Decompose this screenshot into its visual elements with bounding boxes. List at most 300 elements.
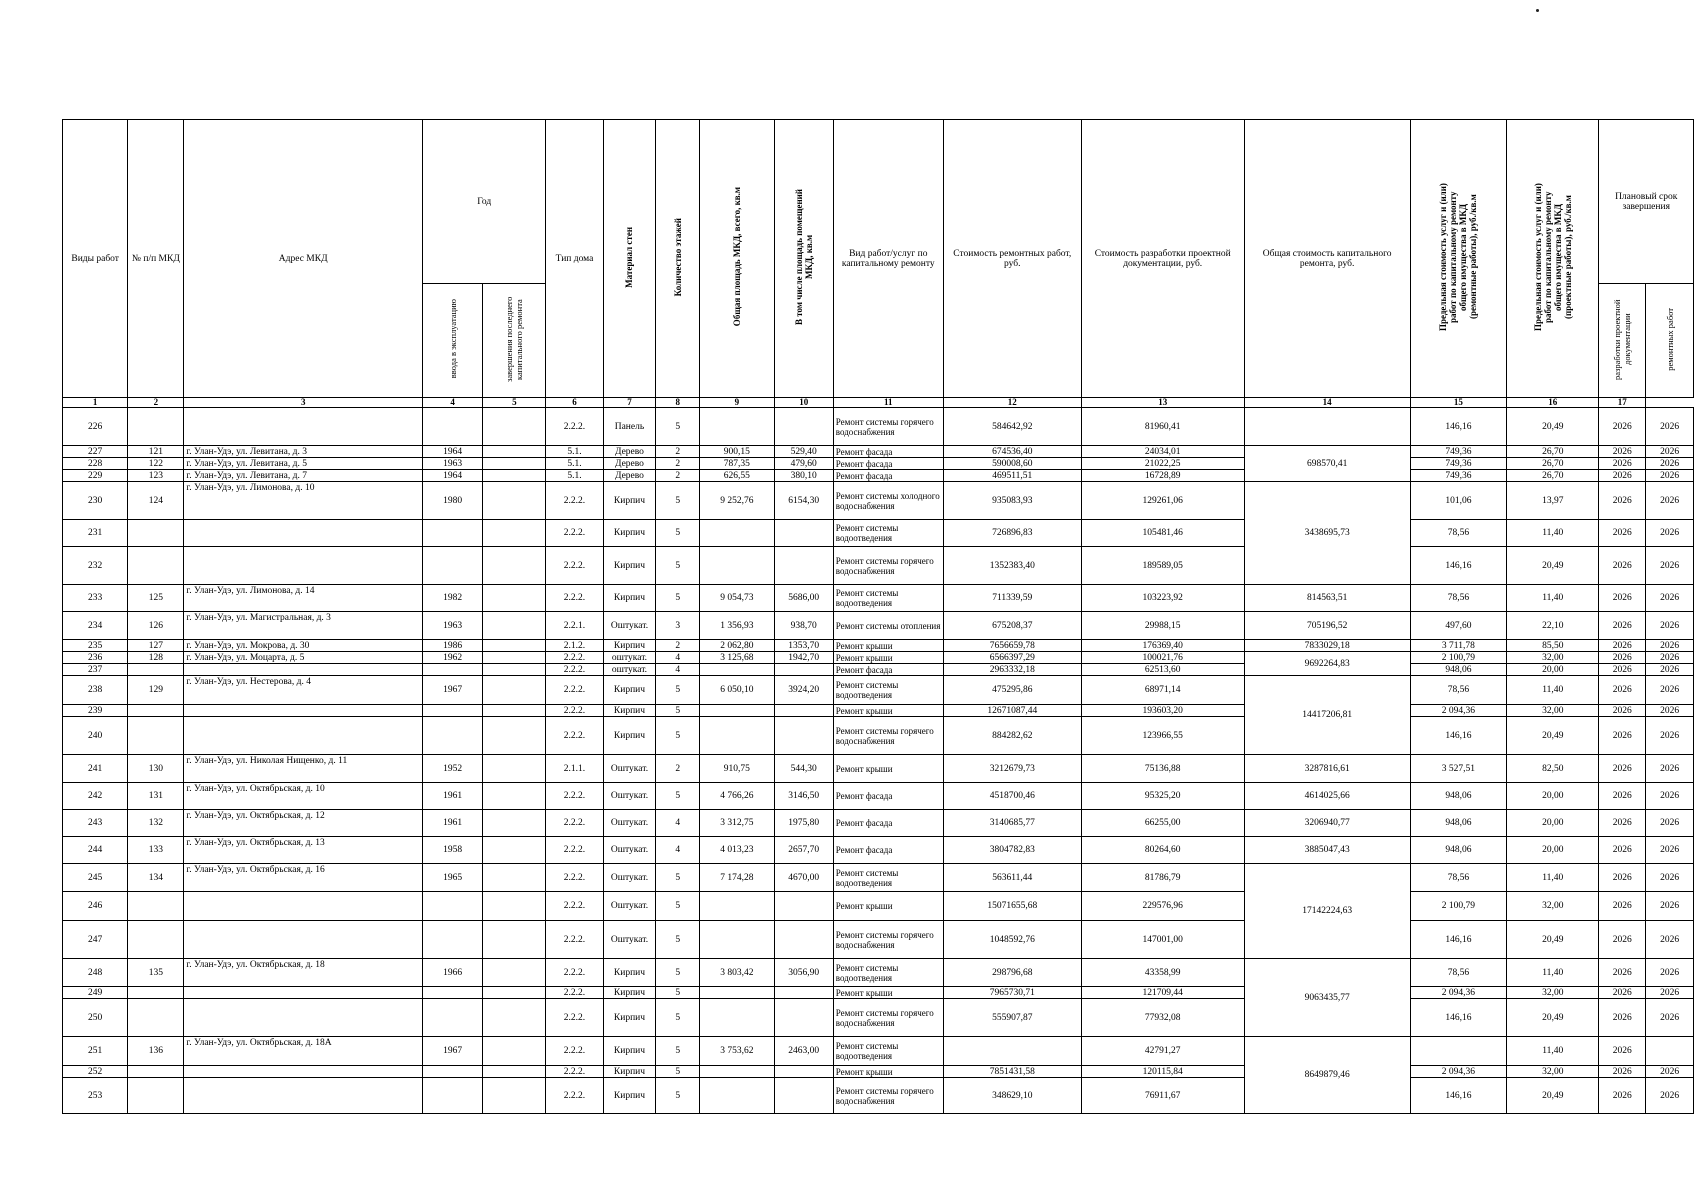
house-type-cell: 5.1.: [546, 458, 603, 470]
limit-design-cost-cell: 32,00: [1507, 892, 1599, 921]
address-cell: г. Улан-Удэ, ул. Левитана, д. 5: [184, 458, 423, 470]
limit-repair-cost-cell: 78,56: [1410, 676, 1506, 705]
header-floors: Количество этажей: [656, 120, 700, 398]
row-number-cell: 228: [63, 458, 128, 470]
column-number-cell: 3: [184, 398, 423, 408]
address-cell: [184, 921, 423, 959]
table-row: [63, 458, 1694, 470]
work-kind-cell: Ремонт системы водоотведения: [833, 520, 943, 547]
year-commissioning-cell: 1961: [423, 810, 483, 837]
year-last-repair-cell: [483, 837, 546, 864]
year-commissioning-cell: 1952: [423, 755, 483, 783]
limit-design-cost-cell: 20,00: [1507, 664, 1599, 676]
limit-design-cost-cell: 20,49: [1507, 408, 1599, 446]
total-cost-cell: 814563,51: [1244, 585, 1410, 612]
design-cost-cell: 147001,00: [1081, 921, 1244, 959]
wall-material-cell: Кирпич: [603, 1066, 656, 1078]
header-total-area: Общая площадь МКД, всего, кв.м: [699, 120, 774, 398]
year-commissioning-cell: 1966: [423, 959, 483, 987]
header-repair-work-kind: Вид работ/услуг по капитальному ремонту: [833, 120, 943, 398]
house-type-cell: 2.2.2.: [546, 999, 603, 1037]
deadline-repair-cell: 2026: [1646, 987, 1694, 999]
total-area-cell: 3 753,62: [699, 1037, 774, 1066]
limit-design-cost-cell: 13,97: [1507, 482, 1599, 520]
wall-material-cell: Дерево: [603, 458, 656, 470]
floors-cell: 4: [656, 837, 700, 864]
floors-cell: 5: [656, 676, 700, 705]
mkd-number-cell: [128, 1066, 184, 1078]
deadline-repair-cell: 2026: [1646, 664, 1694, 676]
year-commissioning-cell: 1958: [423, 837, 483, 864]
work-kind-cell: Ремонт системы отопления: [833, 612, 943, 640]
deadline-repair-cell: 2026: [1646, 547, 1694, 585]
table-row: [63, 446, 1694, 458]
year-last-repair-cell: [483, 959, 546, 987]
deadline-design-cell: 2026: [1599, 585, 1646, 612]
house-type-cell: 2.2.2.: [546, 676, 603, 705]
design-cost-cell: 105481,46: [1081, 520, 1244, 547]
limit-design-cost-cell: 82,50: [1507, 755, 1599, 783]
work-kind-cell: Ремонт фасада: [833, 664, 943, 676]
year-last-repair-cell: [483, 664, 546, 676]
design-cost-cell: 43358,99: [1081, 959, 1244, 987]
limit-repair-cost-cell: 146,16: [1410, 547, 1506, 585]
house-type-cell: 2.2.2.: [546, 987, 603, 999]
header-address: Адрес МКД: [184, 120, 423, 398]
deadline-design-cell: 2026: [1599, 810, 1646, 837]
wall-material-cell: Оштукат.: [603, 864, 656, 892]
year-last-repair-cell: [483, 864, 546, 892]
year-last-repair-cell: [483, 585, 546, 612]
header-total-cost: Общая стоимость капитального ремонта, руб.: [1244, 120, 1410, 398]
premises-area-cell: 4670,00: [774, 864, 833, 892]
address-cell: [184, 717, 423, 755]
floors-cell: 2: [656, 640, 700, 652]
limit-design-cost-cell: 11,40: [1507, 959, 1599, 987]
deadline-design-cell: 2026: [1599, 664, 1646, 676]
wall-material-cell: Оштукат.: [603, 755, 656, 783]
floors-cell: 3: [656, 612, 700, 640]
repair-cost-cell: 2963332,18: [943, 664, 1081, 676]
wall-material-cell: Кирпич: [603, 999, 656, 1037]
deadline-repair-cell: 2026: [1646, 837, 1694, 864]
design-cost-cell: 21022,25: [1081, 458, 1244, 470]
row-number-cell: 247: [63, 921, 128, 959]
house-type-cell: 2.2.2.: [546, 717, 603, 755]
address-cell: г. Улан-Удэ, ул. Октябрьская, д. 10: [184, 783, 423, 810]
limit-design-cost-cell: 26,70: [1507, 458, 1599, 470]
work-kind-cell: Ремонт фасада: [833, 458, 943, 470]
wall-material-cell: Оштукат.: [603, 783, 656, 810]
premises-area-cell: [774, 705, 833, 717]
house-type-cell: 5.1.: [546, 446, 603, 458]
table-row: [63, 547, 1694, 585]
limit-repair-cost-cell: [1410, 1037, 1506, 1066]
house-type-cell: 2.2.2.: [546, 705, 603, 717]
column-number-cell: 2: [128, 398, 184, 408]
floors-cell: 5: [656, 1066, 700, 1078]
wall-material-cell: Кирпич: [603, 705, 656, 717]
deadline-design-cell: 2026: [1599, 837, 1646, 864]
work-kind-cell: Ремонт крыши: [833, 652, 943, 664]
total-area-cell: 3 803,42: [699, 959, 774, 987]
design-cost-cell: 66255,00: [1081, 810, 1244, 837]
house-type-cell: 2.2.2.: [546, 482, 603, 520]
work-kind-cell: Ремонт крыши: [833, 640, 943, 652]
year-commissioning-cell: [423, 987, 483, 999]
year-last-repair-cell: [483, 1078, 546, 1114]
work-kind-cell: Ремонт системы горячего водоснабжения: [833, 999, 943, 1037]
address-cell: г. Улан-Удэ, ул. Октябрьская, д. 16: [184, 864, 423, 892]
total-area-cell: [699, 1078, 774, 1114]
deadline-repair-cell: 2026: [1646, 783, 1694, 810]
floors-cell: 5: [656, 921, 700, 959]
work-kind-cell: Ремонт фасада: [833, 783, 943, 810]
work-kind-cell: Ремонт системы горячего водоснабжения: [833, 921, 943, 959]
floors-cell: 5: [656, 547, 700, 585]
total-area-cell: 4 013,23: [699, 837, 774, 864]
deadline-design-cell: 2026: [1599, 612, 1646, 640]
work-kind-cell: Ремонт крыши: [833, 1066, 943, 1078]
design-cost-cell: 95325,20: [1081, 783, 1244, 810]
header-work-type: Виды работ: [63, 120, 128, 398]
row-number-cell: 227: [63, 446, 128, 458]
scan-speck: [1536, 9, 1539, 12]
work-kind-cell: Ремонт фасада: [833, 837, 943, 864]
premises-area-cell: 938,70: [774, 612, 833, 640]
year-commissioning-cell: [423, 892, 483, 921]
deadline-design-cell: 2026: [1599, 705, 1646, 717]
column-number-cell: 11: [833, 398, 943, 408]
house-type-cell: 5.1.: [546, 470, 603, 482]
year-commissioning-cell: 1982: [423, 585, 483, 612]
premises-area-cell: [774, 987, 833, 999]
address-cell: [184, 664, 423, 676]
repair-cost-cell: 555907,87: [943, 999, 1081, 1037]
table-row: [63, 482, 1694, 520]
table-row: [63, 664, 1694, 676]
header-year-last-repair: завершения последнего капитального ремонта: [483, 284, 546, 398]
floors-cell: 5: [656, 1078, 700, 1114]
design-cost-cell: 62513,60: [1081, 664, 1244, 676]
repair-cost-cell: 4518700,46: [943, 783, 1081, 810]
deadline-repair-cell: 2026: [1646, 705, 1694, 717]
deadline-repair-cell: [1646, 1037, 1694, 1066]
work-kind-cell: Ремонт системы водоотведения: [833, 864, 943, 892]
repair-cost-cell: 7656659,78: [943, 640, 1081, 652]
deadline-repair-cell: 2026: [1646, 921, 1694, 959]
house-type-cell: 2.2.2.: [546, 1078, 603, 1114]
limit-design-cost-cell: 32,00: [1507, 705, 1599, 717]
limit-design-cost-cell: 20,00: [1507, 837, 1599, 864]
total-cost-cell: 9692264,83: [1244, 652, 1410, 676]
house-type-cell: 2.2.2.: [546, 1037, 603, 1066]
premises-area-cell: [774, 717, 833, 755]
row-number-cell: 231: [63, 520, 128, 547]
table-row: [63, 705, 1694, 717]
year-commissioning-cell: [423, 1066, 483, 1078]
table-row: [63, 959, 1694, 987]
header-row-main: [63, 120, 1694, 284]
column-number-cell: 1: [63, 398, 128, 408]
total-area-cell: 3 312,75: [699, 810, 774, 837]
table-row: [63, 1078, 1694, 1114]
work-kind-cell: Ремонт системы горячего водоснабжения: [833, 1078, 943, 1114]
deadline-repair-cell: 2026: [1646, 652, 1694, 664]
work-kind-cell: Ремонт системы горячего водоснабжения: [833, 547, 943, 585]
deadline-repair-cell: 2026: [1646, 1078, 1694, 1114]
mkd-number-cell: [128, 717, 184, 755]
work-kind-cell: Ремонт фасада: [833, 810, 943, 837]
total-cost-cell: 14417206,81: [1244, 676, 1410, 755]
limit-design-cost-cell: 26,70: [1507, 446, 1599, 458]
address-cell: г. Улан-Удэ, ул. Октябрьская, д. 13: [184, 837, 423, 864]
work-kind-cell: Ремонт фасада: [833, 446, 943, 458]
year-commissioning-cell: 1961: [423, 783, 483, 810]
table-row: [63, 783, 1694, 810]
header-house-type: Тип дома: [546, 120, 603, 398]
design-cost-cell: 121709,44: [1081, 987, 1244, 999]
table-row: [63, 717, 1694, 755]
design-cost-cell: 81786,79: [1081, 864, 1244, 892]
house-type-cell: 2.2.2.: [546, 664, 603, 676]
year-commissioning-cell: [423, 547, 483, 585]
year-last-repair-cell: [483, 612, 546, 640]
deadline-design-cell: 2026: [1599, 921, 1646, 959]
row-number-cell: 239: [63, 705, 128, 717]
table-row: [63, 999, 1694, 1037]
total-area-cell: 9 054,73: [699, 585, 774, 612]
design-cost-cell: 100021,76: [1081, 652, 1244, 664]
address-cell: г. Улан-Удэ, ул. Лимонова, д. 14: [184, 585, 423, 612]
deadline-repair-cell: 2026: [1646, 892, 1694, 921]
table-row: [63, 892, 1694, 921]
year-commissioning-cell: 1962: [423, 652, 483, 664]
premises-area-cell: 544,30: [774, 755, 833, 783]
year-commissioning-cell: 1964: [423, 446, 483, 458]
premises-area-cell: [774, 547, 833, 585]
mkd-number-cell: [128, 999, 184, 1037]
premises-area-cell: [774, 664, 833, 676]
deadline-design-cell: 2026: [1599, 640, 1646, 652]
address-cell: г. Улан-Удэ, ул. Октябрьская, д. 18: [184, 959, 423, 987]
design-cost-cell: 24034,01: [1081, 446, 1244, 458]
table-row: [63, 987, 1694, 999]
year-last-repair-cell: [483, 482, 546, 520]
repair-cost-cell: 3212679,73: [943, 755, 1081, 783]
design-cost-cell: 29988,15: [1081, 612, 1244, 640]
wall-material-cell: Кирпич: [603, 959, 656, 987]
wall-material-cell: Панель: [603, 408, 656, 446]
premises-area-cell: 529,40: [774, 446, 833, 458]
deadline-repair-cell: 2026: [1646, 755, 1694, 783]
mkd-number-cell: [128, 892, 184, 921]
year-commissioning-cell: 1965: [423, 864, 483, 892]
repair-cost-cell: 884282,62: [943, 717, 1081, 755]
total-area-cell: 787,35: [699, 458, 774, 470]
total-cost-cell: 17142224,63: [1244, 864, 1410, 959]
total-area-cell: 6 050,10: [699, 676, 774, 705]
mkd-number-cell: [128, 921, 184, 959]
table-row: [63, 520, 1694, 547]
row-number-cell: 233: [63, 585, 128, 612]
repair-cost-cell: 563611,44: [943, 864, 1081, 892]
premises-area-cell: 1353,70: [774, 640, 833, 652]
address-cell: [184, 892, 423, 921]
house-type-cell: 2.2.2.: [546, 959, 603, 987]
limit-repair-cost-cell: 101,06: [1410, 482, 1506, 520]
year-commissioning-cell: 1963: [423, 458, 483, 470]
row-number-cell: 250: [63, 999, 128, 1037]
floors-cell: 4: [656, 664, 700, 676]
row-number-cell: 234: [63, 612, 128, 640]
house-type-cell: 2.1.1.: [546, 755, 603, 783]
total-area-cell: 9 252,76: [699, 482, 774, 520]
column-number-cell: 9: [699, 398, 774, 408]
wall-material-cell: Кирпич: [603, 547, 656, 585]
total-cost-cell: 3885047,43: [1244, 837, 1410, 864]
work-kind-cell: Ремонт крыши: [833, 705, 943, 717]
header-deadline-design: разработки проектной документации: [1599, 284, 1646, 398]
work-kind-cell: Ремонт системы водоотведения: [833, 676, 943, 705]
total-cost-cell: 8649879,46: [1244, 1037, 1410, 1114]
deadline-design-cell: 2026: [1599, 520, 1646, 547]
work-kind-cell: Ремонт системы водоотведения: [833, 585, 943, 612]
total-area-cell: [699, 999, 774, 1037]
wall-material-cell: Оштукат.: [603, 810, 656, 837]
house-type-cell: 2.2.2.: [546, 783, 603, 810]
column-number-cell: 17: [1599, 398, 1646, 408]
mkd-number-cell: [128, 520, 184, 547]
limit-design-cost-cell: 11,40: [1507, 676, 1599, 705]
limit-design-cost-cell: 20,00: [1507, 783, 1599, 810]
floors-cell: 5: [656, 482, 700, 520]
house-type-cell: 2.2.2.: [546, 408, 603, 446]
premises-area-cell: [774, 892, 833, 921]
house-type-cell: 2.2.2.: [546, 520, 603, 547]
limit-repair-cost-cell: 948,06: [1410, 664, 1506, 676]
address-cell: г. Улан-Удэ, ул. Левитана, д. 3: [184, 446, 423, 458]
design-cost-cell: 120115,84: [1081, 1066, 1244, 1078]
address-cell: г. Улан-Удэ, ул. Моцарта, д. 5: [184, 652, 423, 664]
row-number-cell: 236: [63, 652, 128, 664]
premises-area-cell: [774, 1066, 833, 1078]
year-commissioning-cell: [423, 921, 483, 959]
repair-cost-cell: 674536,40: [943, 446, 1081, 458]
mkd-number-cell: [128, 705, 184, 717]
total-cost-cell: [1244, 408, 1410, 446]
premises-area-cell: 1975,80: [774, 810, 833, 837]
deadline-repair-cell: 2026: [1646, 458, 1694, 470]
year-commissioning-cell: 1967: [423, 1037, 483, 1066]
floors-cell: 5: [656, 1037, 700, 1066]
design-cost-cell: 129261,06: [1081, 482, 1244, 520]
table-row: [63, 1066, 1694, 1078]
work-kind-cell: Ремонт крыши: [833, 987, 943, 999]
mkd-number-cell: 129: [128, 676, 184, 705]
premises-area-cell: 1942,70: [774, 652, 833, 664]
deadline-repair-cell: 2026: [1646, 810, 1694, 837]
table-row: [63, 755, 1694, 783]
year-commissioning-cell: [423, 705, 483, 717]
address-cell: [184, 1066, 423, 1078]
total-cost-cell: 3287816,61: [1244, 755, 1410, 783]
year-last-repair-cell: [483, 520, 546, 547]
limit-repair-cost-cell: 2 094,36: [1410, 1066, 1506, 1078]
header-mkd-number: № п/п МКД: [128, 120, 184, 398]
row-number-cell: 242: [63, 783, 128, 810]
year-last-repair-cell: [483, 892, 546, 921]
total-cost-cell: 4614025,66: [1244, 783, 1410, 810]
floors-cell: 5: [656, 705, 700, 717]
year-commissioning-cell: 1986: [423, 640, 483, 652]
house-type-cell: 2.2.2.: [546, 1066, 603, 1078]
column-number-cell: 15: [1410, 398, 1506, 408]
floors-cell: 4: [656, 810, 700, 837]
column-number-cell: 8: [656, 398, 700, 408]
work-kind-cell: Ремонт фасада: [833, 470, 943, 482]
limit-repair-cost-cell: 3 527,51: [1410, 755, 1506, 783]
year-commissioning-cell: 1964: [423, 470, 483, 482]
address-cell: г. Улан-Удэ, ул. Николая Нищенко, д. 11: [184, 755, 423, 783]
year-commissioning-cell: [423, 1078, 483, 1114]
address-cell: [184, 547, 423, 585]
mkd-number-cell: 126: [128, 612, 184, 640]
year-commissioning-cell: [423, 717, 483, 755]
design-cost-cell: 229576,96: [1081, 892, 1244, 921]
total-area-cell: [699, 987, 774, 999]
year-commissioning-cell: 1980: [423, 482, 483, 520]
year-commissioning-cell: 1963: [423, 612, 483, 640]
repair-cost-cell: 1352383,40: [943, 547, 1081, 585]
table-row: [63, 1037, 1694, 1066]
limit-repair-cost-cell: 146,16: [1410, 1078, 1506, 1114]
house-type-cell: 2.2.2.: [546, 652, 603, 664]
row-number-cell: 243: [63, 810, 128, 837]
deadline-repair-cell: 2026: [1646, 959, 1694, 987]
address-cell: г. Улан-Удэ, ул. Левитана, д. 7: [184, 470, 423, 482]
total-area-cell: 1 356,93: [699, 612, 774, 640]
deadline-design-cell: 2026: [1599, 999, 1646, 1037]
repair-cost-cell: 6566397,29: [943, 652, 1081, 664]
limit-design-cost-cell: 11,40: [1507, 585, 1599, 612]
design-cost-cell: 42791,27: [1081, 1037, 1244, 1066]
mkd-number-cell: 133: [128, 837, 184, 864]
premises-area-cell: [774, 520, 833, 547]
deadline-design-cell: 2026: [1599, 755, 1646, 783]
year-last-repair-cell: [483, 408, 546, 446]
column-number-row: [63, 398, 1694, 408]
mkd-number-cell: [128, 664, 184, 676]
design-cost-cell: 77932,08: [1081, 999, 1244, 1037]
header-premises-area: В том числе площадь помещений МКД, кв.м: [774, 120, 833, 398]
deadline-repair-cell: 2026: [1646, 408, 1694, 446]
header-wall-material: Материал стен: [603, 120, 656, 398]
repair-cost-cell: 7851431,58: [943, 1066, 1081, 1078]
header-limit-cost-design: Предельная стоимость услуг и (или) работ по капитальному ремонту общего имущества в МКД (проектные работы), руб./кв.м: [1507, 120, 1599, 398]
mkd-number-cell: 127: [128, 640, 184, 652]
design-cost-cell: 16728,89: [1081, 470, 1244, 482]
total-cost-cell: 3206940,77: [1244, 810, 1410, 837]
repair-cost-cell: 298796,68: [943, 959, 1081, 987]
wall-material-cell: Кирпич: [603, 585, 656, 612]
header-planned-deadline: Плановый срок завершения: [1599, 120, 1694, 284]
house-type-cell: 2.2.2.: [546, 921, 603, 959]
limit-repair-cost-cell: 2 100,79: [1410, 892, 1506, 921]
deadline-design-cell: 2026: [1599, 1066, 1646, 1078]
repair-cost-cell: 726896,83: [943, 520, 1081, 547]
deadline-repair-cell: 2026: [1646, 585, 1694, 612]
